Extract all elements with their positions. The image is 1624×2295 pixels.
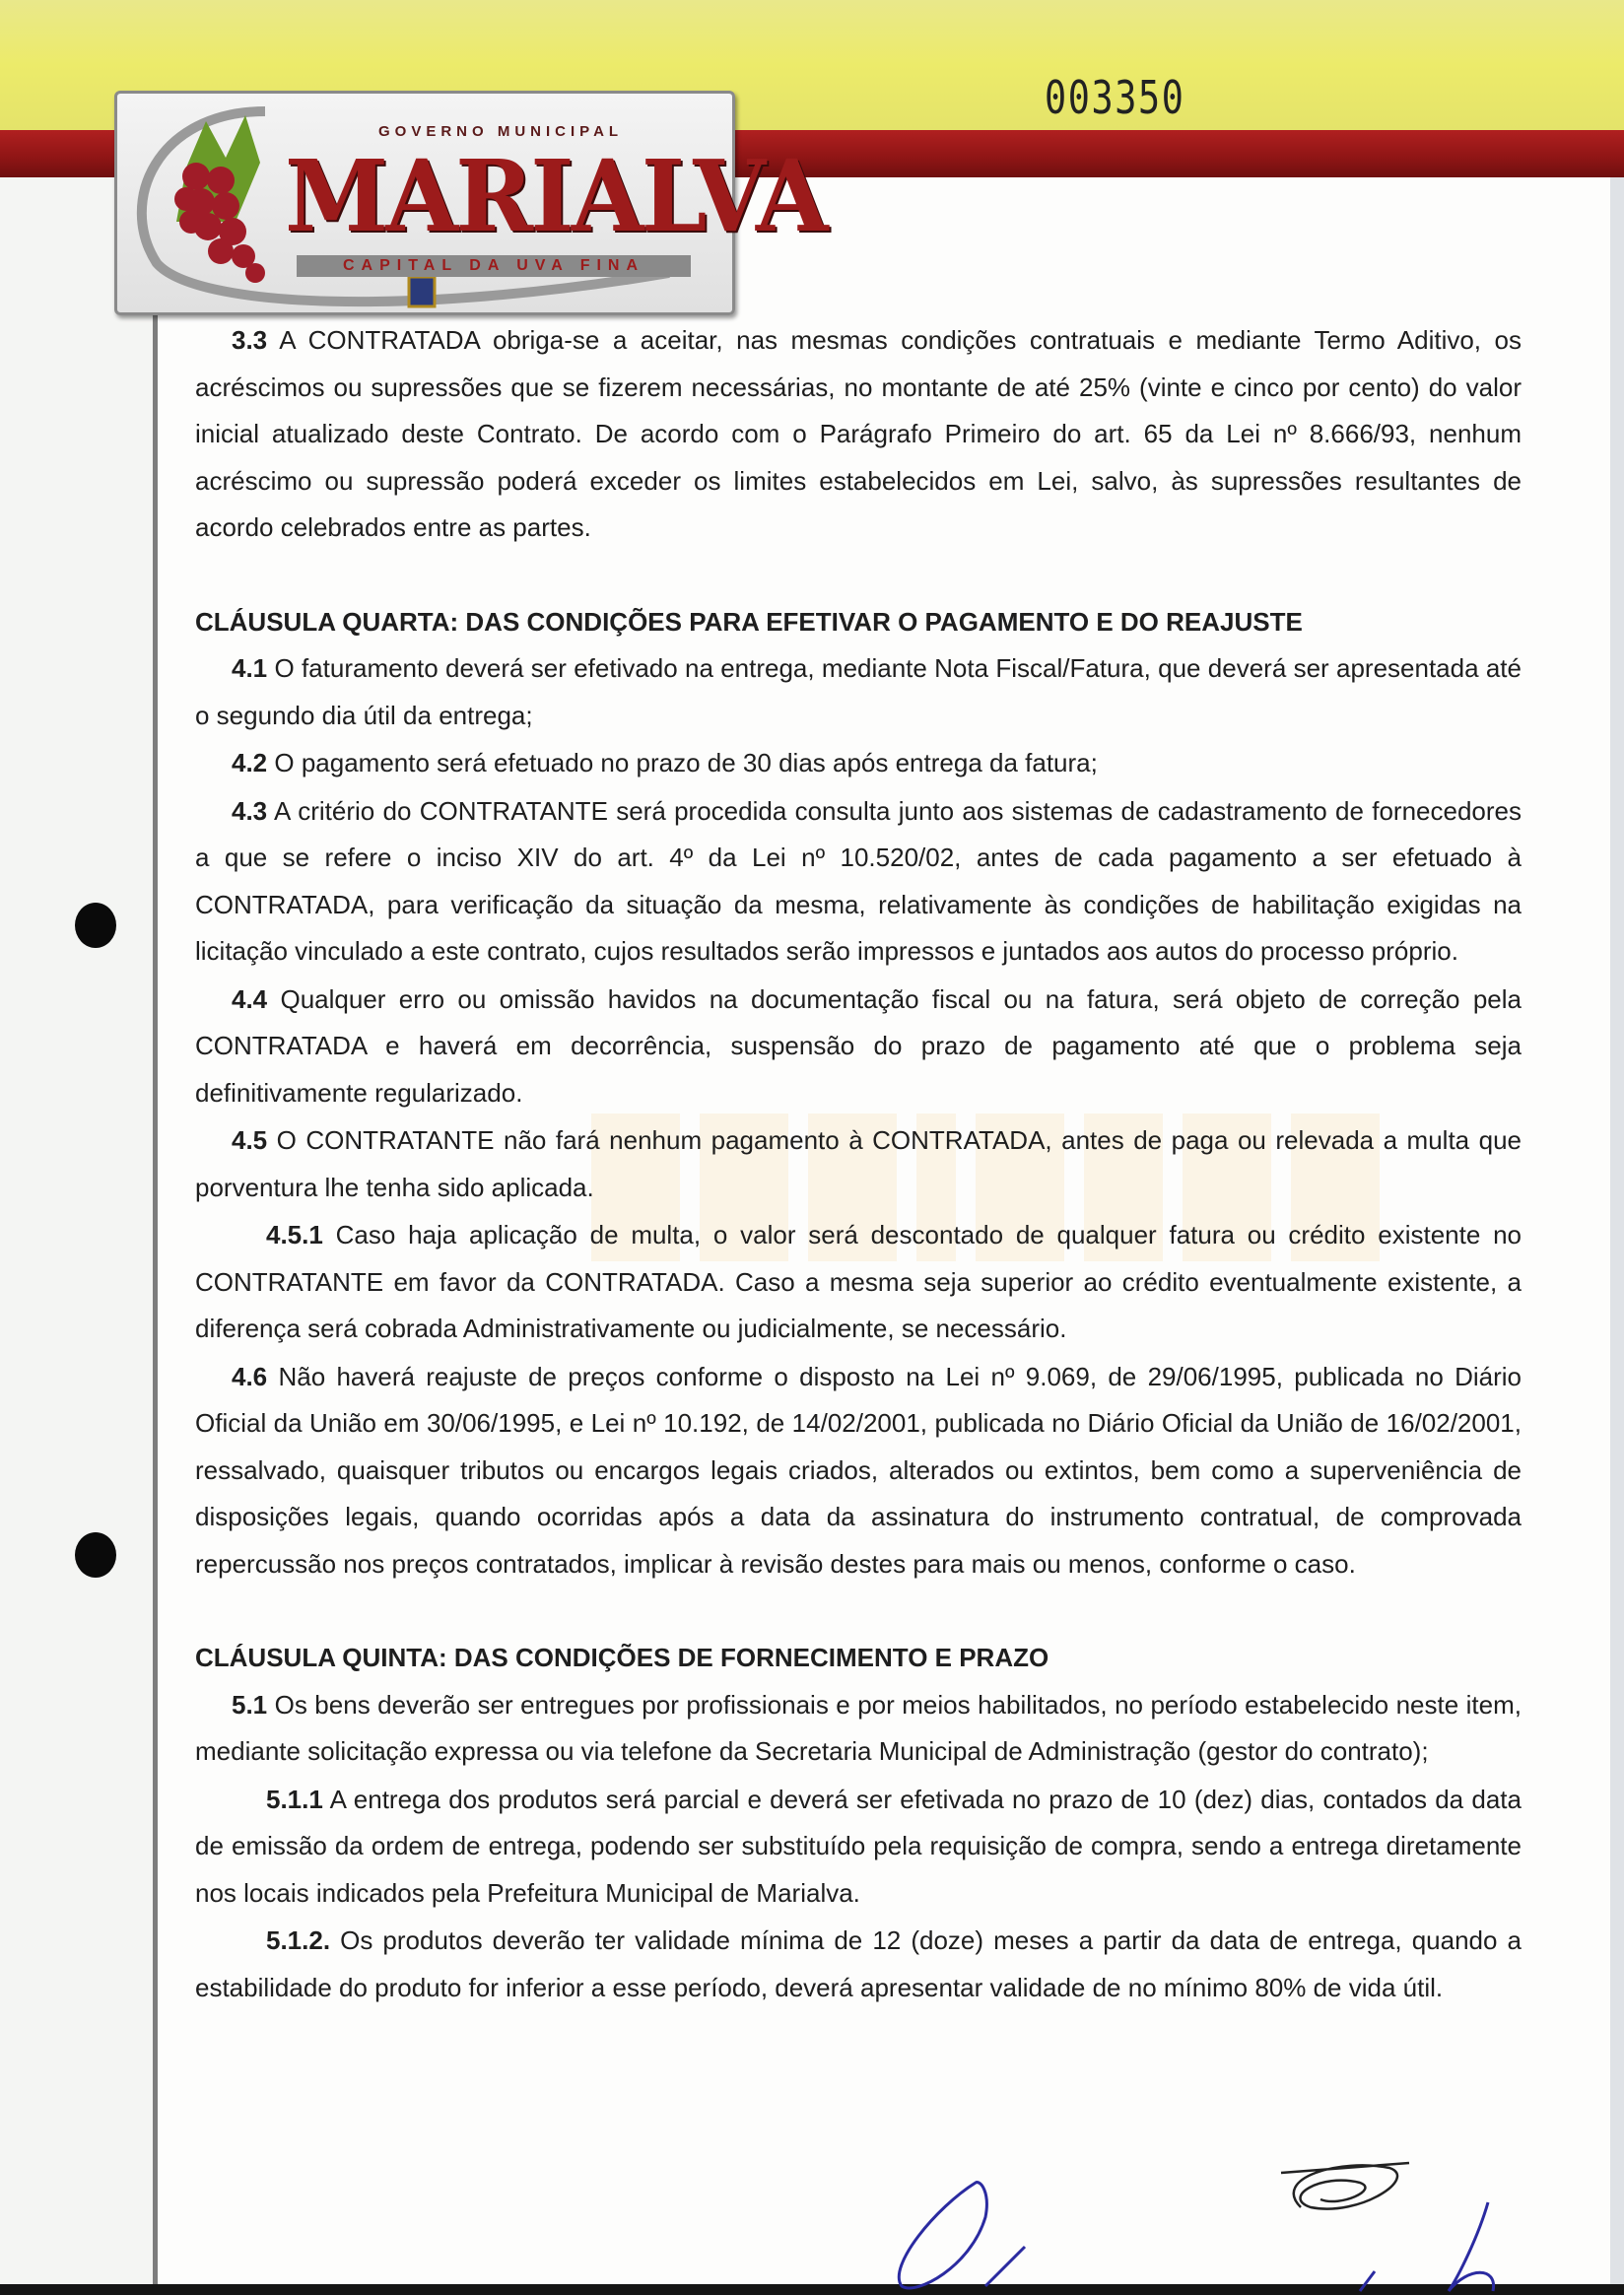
clause-number: 4.4 — [232, 983, 268, 1014]
clause-number: 4.5.1 — [266, 1220, 323, 1249]
clause-number: 4.3 — [232, 795, 268, 826]
document-number: 003350 — [1045, 71, 1185, 124]
clause-number: 4.1 — [232, 653, 268, 683]
clause-text: Caso haja aplicação de multa, o valor será descontado de qualquer fatura ou crédito existente no CONTRATANTE em favor da CONTRATADA. Caso a mesma seja superior ao crédito eventualmente existente, a diferença será cobrada Administrativamente ou judicialmente, se necessário. — [195, 1220, 1522, 1343]
clause-text: Os bens deverão ser entregues por profissionais e por meios habilitados, no período estabelecido neste item, mediante solicitação expressa ou via telefone da Secretaria Municipal de Administração (gestor do contrato); — [195, 1689, 1522, 1766]
clause-text: A entrega dos produtos será parcial e deverá ser efetivada no prazo de 10 (dez) dias, contados da data de emissão da ordem de entrega, podendo ser substituído pela requisição de compra, sendo a entrega diretamente nos locais indicados pela Prefeitura Municipal de Marialva. — [195, 1784, 1522, 1908]
clause-text: A critério do CONTRATANTE será procedida consulta junto aos sistemas de cadastramento de fornecedores a que se refere o inciso XIV do art. 4º da Lei nº 10.520/02, antes de cada pagamento a ser efetuado à CONTRATADA, para verificação da situação da mesma, relativamente às condições de habilitação exigidas na licitação vinculado a este contrato, cujos resultados serão impressos e juntados aos autos do processo próprio. — [195, 795, 1522, 966]
clause-text: Qualquer erro ou omissão havidos na documentação fiscal ou na fatura, será objeto de correção pela CONTRATADA e haverá em decorrência, suspensão do prazo de pagamento até que o problema seja definitivamente regularizado. — [195, 983, 1522, 1108]
clause-text: Não haverá reajuste de preços conforme o disposto na Lei nº 9.069, de 29/06/1995, publicada no Diário Oficial da União em 30/06/1995, e Lei nº 10.192, de 14/02/2001, publicada no Diário Oficial da União de 16/02/2001, ressalvado, quaisquer tributos ou encargos legais criados, alterados ou extintos, bem como a superveniência de disposições legais, quando ocorridas após a data da assinatura do instrumento contratual, de comprovada repercussão nos preços contratados, implicar à revisão destes para mais ou menos, conforme o caso. — [195, 1361, 1522, 1579]
clause-number: 5.1 — [232, 1689, 268, 1720]
clause-number: 4.6 — [232, 1361, 268, 1391]
clause-heading: CLÁUSULA QUINTA: DAS CONDIÇÕES DE FORNECIMENTO E PRAZO — [195, 1643, 1049, 1672]
clause-text: O pagamento será efetuado no prazo de 30 dias após entrega da fatura; — [267, 748, 1098, 777]
clause-number: 5.1.1 — [266, 1784, 323, 1814]
clause-number: 4.2 — [232, 748, 268, 777]
clause-number: 3.3 — [232, 325, 268, 355]
logo-name: MARIALVA — [285, 138, 826, 254]
clause-text: A CONTRATADA obriga-se a aceitar, nas mesmas condições contratuais e mediante Termo Aditivo, os acréscimos ou supressões que se fizerem necessárias, no montante de até 25% (vinte e cinco por cento) do valor inicial atualizado deste Contrato. De acordo com o Parágrafo Primeiro do art. 65 da Lei nº 8.666/93, nenhum acréscimo ou supressão poderá exceder os limites estabelecidos em Lei, salvo, às supressões resultantes de acordo celebrados entre as partes. — [195, 325, 1522, 542]
clause-number: 5.1.2. — [266, 1925, 331, 1955]
clause-text: O CONTRATANTE não fará nenhum pagamento à CONTRATADA, antes de paga ou relevada a multa que porventura lhe tenha sido aplicada. — [195, 1125, 1522, 1202]
clause-text: O faturamento deverá ser efetivado na entrega, mediante Nota Fiscal/Fatura, que deverá ser apresentada até o segundo dia útil da entrega; — [195, 653, 1522, 730]
clause-heading: CLÁUSULA QUARTA: DAS CONDIÇÕES PARA EFETIVAR O PAGAMENTO E DO REAJUSTE — [195, 606, 1303, 637]
logo-tagline: CAPITAL DA UVA FINA — [297, 255, 691, 277]
clause-text: Os produtos deverão ter validade mínima de 12 (doze) meses a partir da data de entrega, quando a estabilidade do produto for inferior a esse período, deverá apresentar validade de no mínimo 80% de vida útil. — [195, 1925, 1522, 2002]
logo-top-text: GOVERNO MUNICIPAL — [378, 123, 624, 140]
clause-number: 4.5 — [232, 1125, 268, 1155]
